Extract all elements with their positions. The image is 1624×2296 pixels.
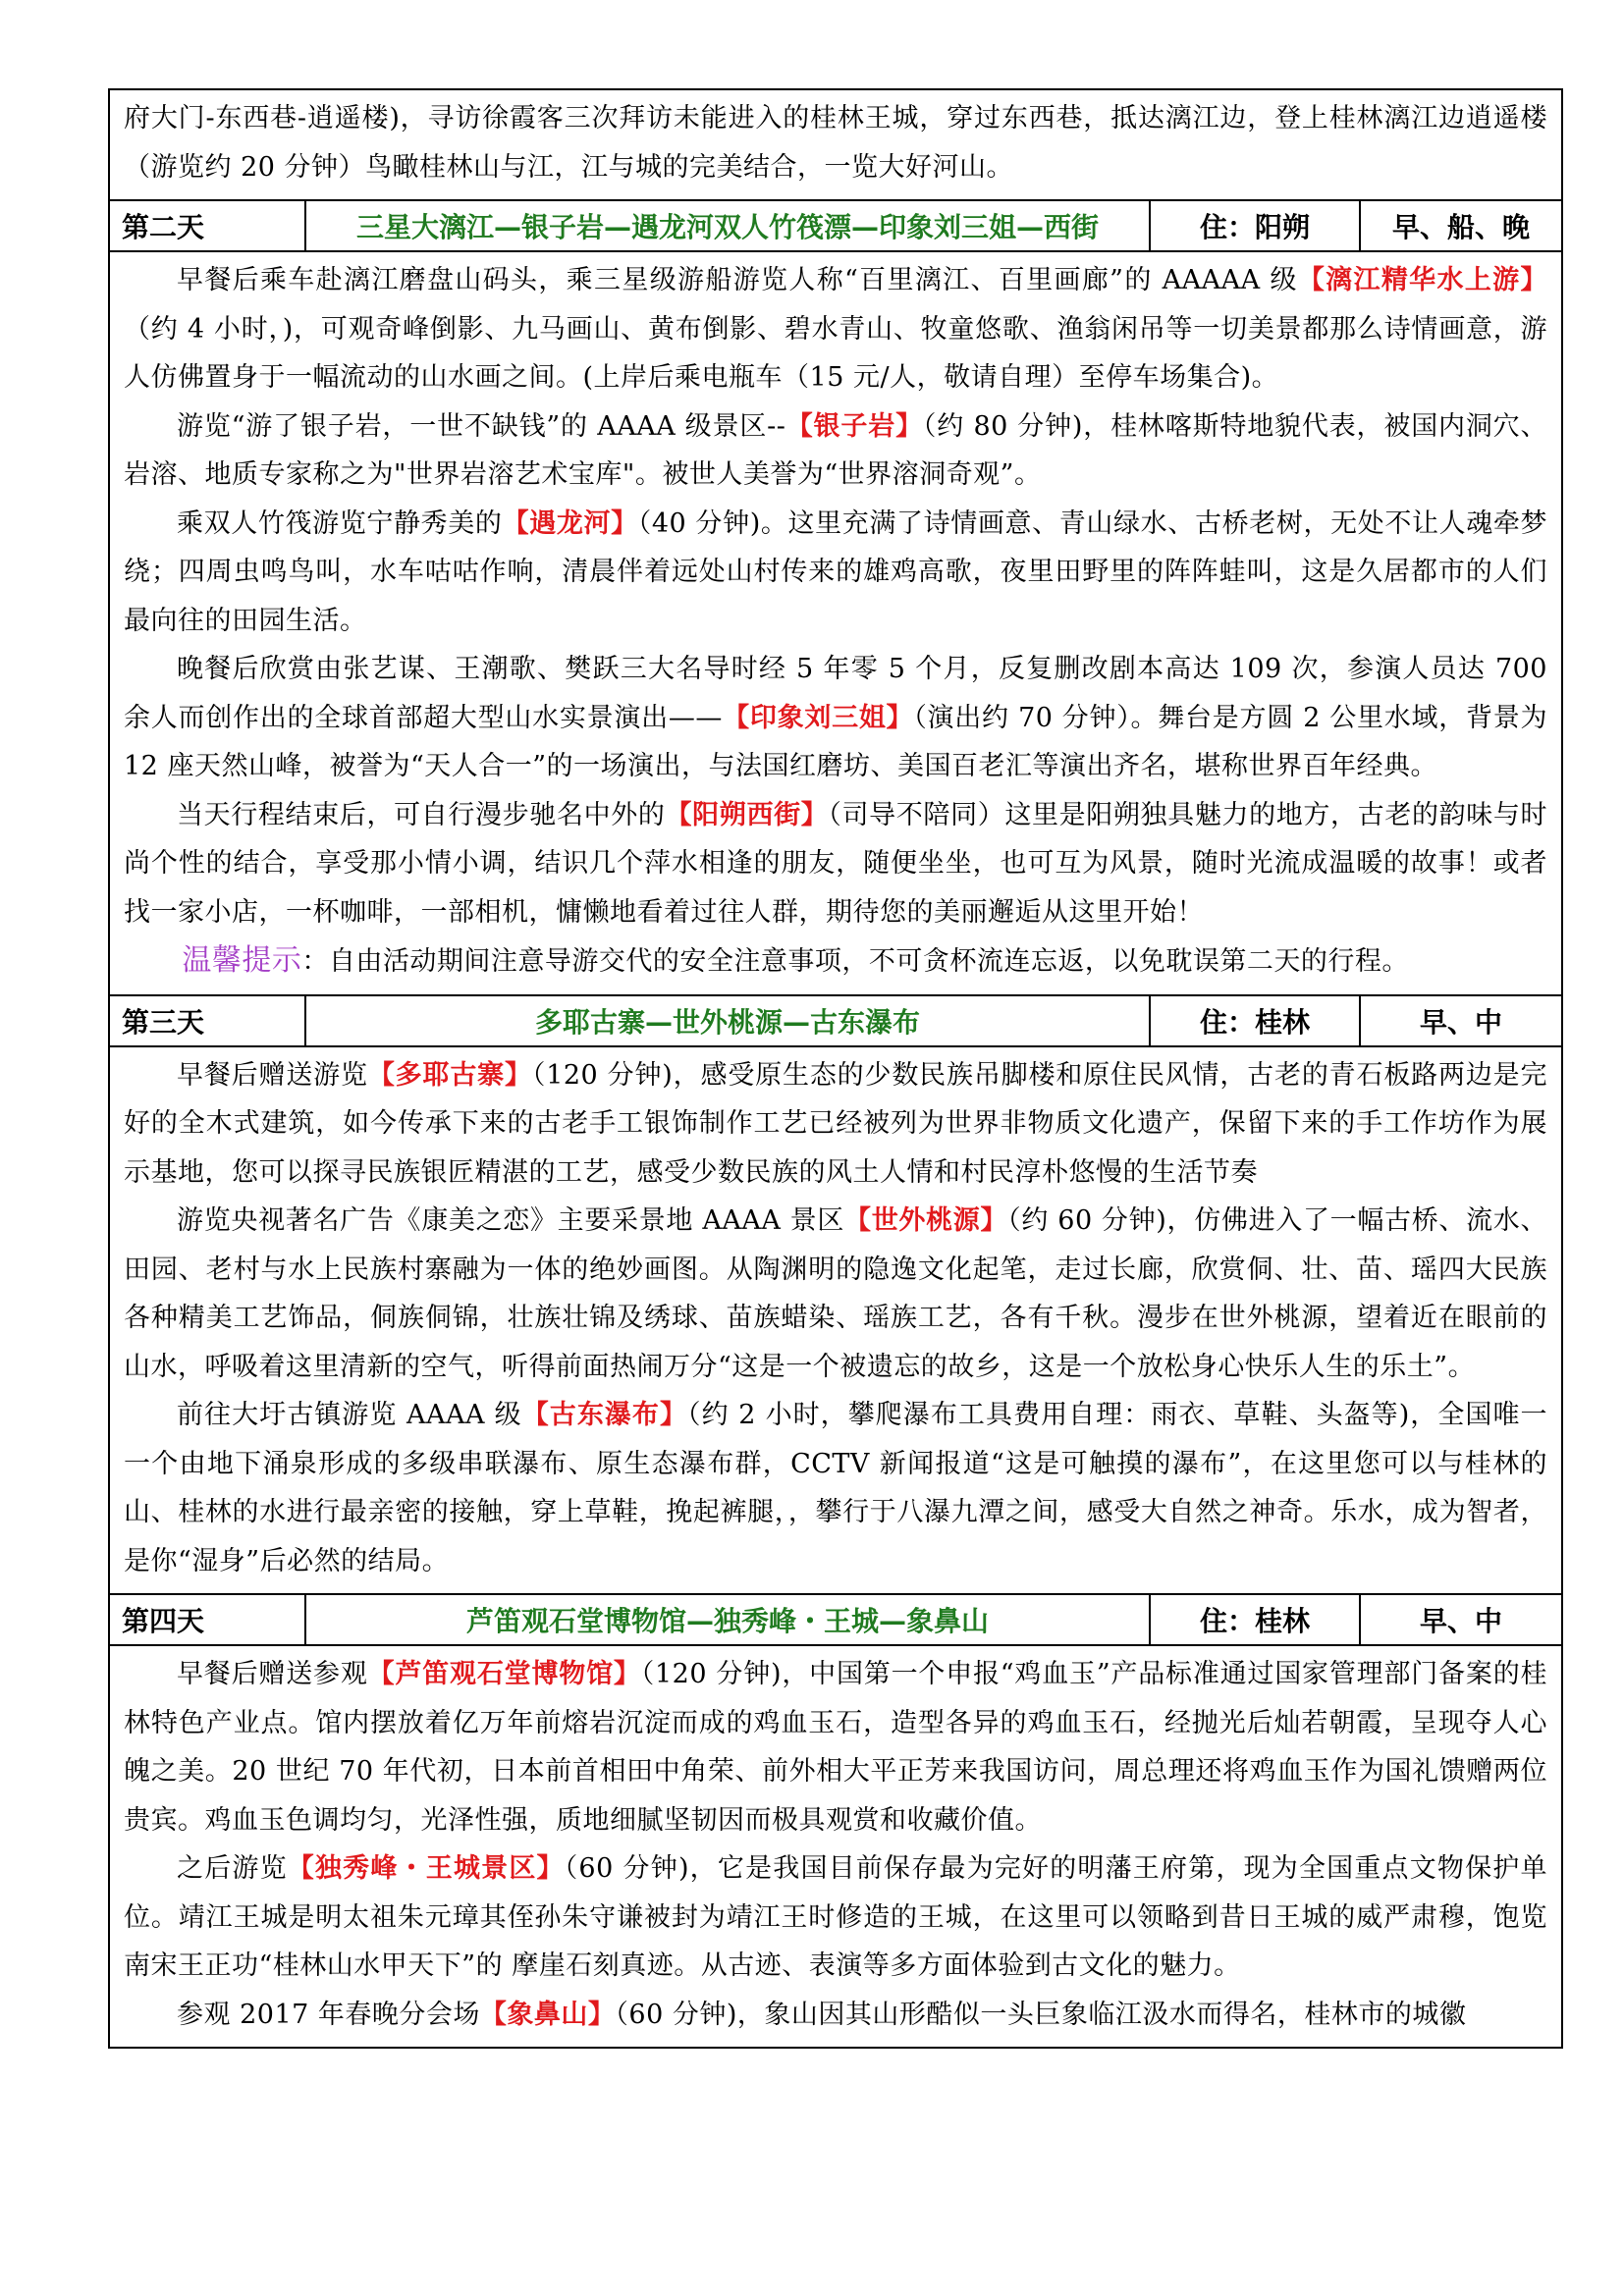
text: （120 分钟)，感受原生态的少数民族吊脚楼和原住民风情，古老的青石板路两边是完好的全木式建筑，如今传承下来的古老手工银饰制作工艺已经被列为世界非物质文化遗产，保留下来的手工作坊作为展示基地，您可以探寻民族银匠精湛的工艺，感受少数民族的风土人情和村民淳朴悠慢的生活节奏 [124, 1059, 1548, 1188]
attraction-highlight: 【芦笛观石堂博物馆】 [367, 1659, 641, 1689]
text: （60 分钟)，象山因其山形酷似一头巨象临江汲水而得名，桂林市的城徽 [615, 1999, 1467, 2030]
day-header-row [109, 1594, 1562, 1645]
itinerary-table [108, 88, 1563, 2049]
paragraph [124, 1991, 1547, 2040]
text: 早餐后乘车赴漓江磨盘山码头，乘三星级游船游览人称“百里漓江、百里画廊”的 AAAAA 级 [177, 265, 1298, 295]
text: （约 2 小时，攀爬瀑布工具费用自理：雨衣、草鞋、头盔等)，全国唯一一个由地下涌泉形成的多级串联瀑布、原生态瀑布群，CCTV 新闻报道“这是可触摸的瀑布”，在这里您可以与桂林的山、桂林的水进行最亲密的接触，穿上草鞋，挽起裤腿，，攀行于八瀑九潭之间，感受大自然之神奇。乐水，成为智者，是你“湿身”后必然的结局。 [124, 1400, 1547, 1576]
attraction-highlight: 【印象刘三姐】 [722, 702, 914, 733]
attraction-highlight: 【多耶古寨】 [367, 1059, 532, 1091]
attraction-highlight: 【象鼻山】 [479, 1999, 616, 2030]
intro-text: 府大门-东西巷-逍遥楼)，寻访徐霞客三次拜访未能进入的桂林王城，穿过东西巷，抵达漓江边，登上桂林漓江边逍遥楼（游览约 20 分钟）鸟瞰桂林山与江，江与城的完美结合，一览大好河山。 [124, 103, 1547, 183]
day-label: 第二天 [109, 200, 305, 251]
itinerary-page [108, 88, 1561, 2049]
text: 之后游览 [177, 1853, 288, 1884]
text: 早餐后赠送参观 [177, 1659, 368, 1689]
text: 乘双人竹筏游览宁静秀美的 [177, 507, 503, 539]
paragraph [124, 1650, 1547, 1844]
attraction-highlight: 【遇龙河】 [502, 507, 638, 539]
day-label: 第三天 [109, 995, 305, 1046]
attraction-highlight: 【银子岩】 [785, 410, 923, 442]
paragraph [124, 1844, 1547, 1991]
day-route: 多耶古寨—世外桃源—古东瀑布 [305, 995, 1150, 1046]
paragraph [124, 256, 1547, 402]
attraction-highlight: 【古东瀑布】 [521, 1400, 688, 1430]
text: （约 60 分钟)，仿佛进入了一幅古桥、流水、田园、老村与水上民族村寨融为一体的绝妙画图。从陶渊明的隐逸文化起笔，走过长廊，欣赏侗、壮、苗、瑶四大民族各种精美工艺饰品，侗族侗锦，壮族壮锦及绣球、苗族蜡染、瑶族工艺，各有千秋。漫步在世外桃源，望着近在眼前的山水，呼吸着这里清新的空气，听得前面热闹万分“这是一个被遗忘的故乡，这是一个放松身心快乐人生的乐土”。 [124, 1205, 1547, 1382]
intro-cell [109, 89, 1562, 200]
day-meals: 早、船、晚 [1360, 200, 1562, 251]
paragraph [124, 1051, 1547, 1198]
day-header-row [109, 200, 1562, 251]
day-meals: 早、中 [1360, 1594, 1562, 1645]
text: 游览央视著名广告《康美之恋》主要采景地 AAAA 景区 [177, 1205, 845, 1236]
day-content [109, 1046, 1562, 1595]
tip-paragraph [124, 936, 1547, 987]
paragraph [124, 645, 1547, 791]
tip-label: 温馨提示 [182, 943, 302, 978]
paragraph [124, 500, 1547, 646]
paragraph [124, 1391, 1547, 1585]
day-route: 芦笛观石堂博物馆—独秀峰・王城—象鼻山 [305, 1594, 1150, 1645]
text: （演出约 70 分钟）。舞台是方圆 2 公里水域，背景为 12 座天然山峰，被誉为“天人合一”的一场演出，与法国红磨坊、美国百老汇等演出齐名，堪称世界百年经典。 [124, 702, 1548, 781]
day-stay: 住：桂林 [1150, 1594, 1360, 1645]
text: 游览“游了银子岩，一世不缺钱”的 AAAA 级景区-- [177, 410, 786, 442]
day-content [109, 1645, 1562, 2048]
day-content [109, 251, 1562, 995]
paragraph [124, 402, 1547, 500]
day-label: 第四天 [109, 1594, 305, 1645]
text: （40 分钟)。这里充满了诗情画意、青山绿水、古桥老树，无处不让人魂牵梦绕；四周虫鸣鸟叫，水车咕咕作响，清晨伴着远处山村传来的雄鸡高歌，夜里田野里的阵阵蛙叫，这是久居都市的人们最向往的田园生活。 [124, 507, 1548, 636]
attraction-highlight: 【世外桃源】 [844, 1205, 1008, 1236]
attraction-highlight: 【阳朔西街】 [665, 799, 829, 830]
paragraph [124, 1197, 1547, 1391]
attraction-highlight: 【漓江精华水上游】 [1297, 265, 1548, 295]
text: 参观 2017 年春晚分会场 [177, 1999, 480, 2030]
text: 早餐后赠送游览 [177, 1059, 368, 1091]
day-meals: 早、中 [1360, 995, 1562, 1046]
text: 前往大圩古镇游览 AAAA 级 [177, 1400, 522, 1430]
tip-text: ：自由活动期间注意导游交代的安全注意事项，不可贪杯流连忘返，以免耽误第二天的行程。 [301, 946, 1409, 977]
attraction-highlight: 【独秀峰・王城景区】 [287, 1853, 565, 1884]
day-route: 三星大漓江—银子岩—遇龙河双人竹筏漂—印象刘三姐—西街 [305, 200, 1150, 251]
text: （司导不陪同）这里是阳朔独具魅力的地方，古老的韵味与时尚个性的结合，享受那小情小调，结识几个萍水相逢的朋友，随便坐坐，也可互为风景，随时光流成温暖的故事！或者找一家小店，一杯咖啡，一部相机，慵懒地看着过往人群，期待您的美丽邂逅从这里开始！ [124, 799, 1548, 928]
text: （60 分钟)，它是我国目前保存最为完好的明藩王府第，现为全国重点文物保护单位。靖江王城是明太祖朱元璋其侄孙朱守谦被封为靖江王时修造的王城，在这里可以领略到昔日王城的威严肃穆，饱览南宋王正功“桂林山水甲天下”的 摩崖石刻真迹。从古迹、表演等多方面体验到古文化的魅力。 [124, 1853, 1548, 1981]
text: （120 分钟)，中国第一个申报“鸡血玉”产品标准通过国家管理部门备案的桂林特色产业点。馆内摆放着亿万年前熔岩沉淀而成的鸡血玉石，造型各异的鸡血玉石，经抛光后灿若朝霞，呈现夺人心魄之美。20 世纪 70 年代初，日本前首相田中角荣、前外相大平正芳来我国访问，周总理还将鸡血玉作为国礼馈赠两位贵宾。鸡血玉色调均匀，光泽性强，质地细腻坚韧因而极具观赏和收藏价值。 [124, 1659, 1547, 1836]
paragraph [124, 791, 1547, 937]
text: 当天行程结束后，可自行漫步驰名中外的 [177, 799, 666, 830]
text: （约 80 分钟)，桂林喀斯特地貌代表，被国内洞穴、岩溶、地质专家称之为"世界岩溶艺术宝库"。被世人美誉为“世界溶洞奇观”。 [124, 410, 1548, 490]
text: （约 4 小时，)，可观奇峰倒影、九马画山、黄布倒影、碧水青山、牧童悠歌、渔翁闲吊等一切美景都那么诗情画意，游人仿佛置身于一幅流动的山水画之间。(上岸后乘电瓶车（15 元/人，敬请自理）至停车场集合)。 [124, 313, 1547, 393]
day-stay: 住：桂林 [1150, 995, 1360, 1046]
text: 晚餐后欣赏由张艺谋、王潮歌、樊跃三大名导时经 5 年零 5 个月，反复删改剧本高达 109 次，参演人员达 700 余人而创作出的全球首部超大型山水实景演出—— [124, 654, 1547, 733]
day-header-row [109, 995, 1562, 1046]
day-stay: 住：阳朔 [1150, 200, 1360, 251]
